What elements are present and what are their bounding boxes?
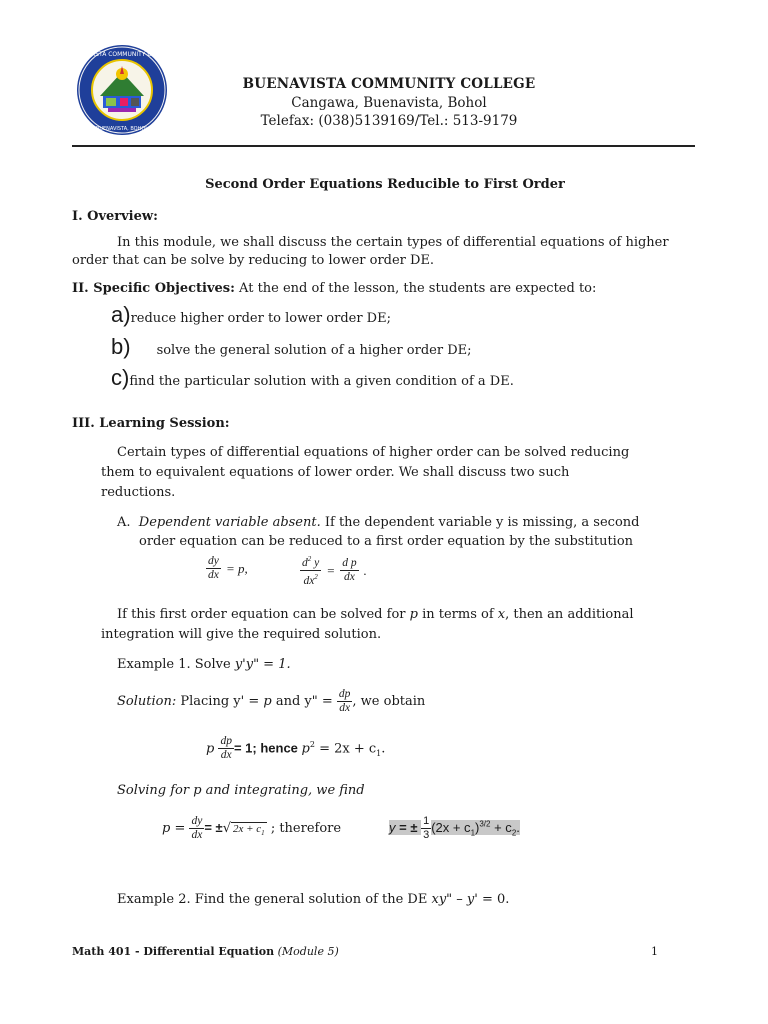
footer-course: Math 401 - Differential Equation (Module 5) (72, 945, 339, 958)
overview-text-line2: order that can be solve by reducing to lower order DE. (72, 253, 435, 268)
fraction-dp-dx: $\frac{\text{d p}}{dx}$ (342, 556, 357, 583)
objectives-intro: At the end of the lesson, the students are expected to: (239, 281, 597, 296)
fraction-dp-dx: $\frac{dp}{dx}$ (338, 688, 351, 714)
seal-text: BUENAVISTA COMMUNITY COLLEGE (68, 51, 176, 58)
college-address: Cangawa, Buenavista, Bohol (291, 95, 487, 111)
sqrt-expression: $2x + c_1$ (232, 823, 265, 838)
example2: Example 2. Find the general solution of the DE xy" – y' = 0. (117, 892, 510, 907)
objective-item-c (111, 365, 514, 391)
fraction-dy-dx: $\frac{dy}{dx}$ (208, 555, 219, 581)
learning-para1-line3: reductions. (101, 485, 176, 500)
solution-label: Solution: (117, 694, 177, 709)
svg-text:BUENAVISTA, BOHOL: BUENAVISTA, BOHOL (95, 126, 149, 132)
equation-1: p $\frac{dp}{dx}$ = 1; hence $p^2 = 2x + c_1$. (206, 735, 386, 762)
para2-line1: If this first order equation can be solved for p in terms of x, then an additional (117, 607, 634, 622)
learning-para1-line2: them to equivalent equations of lower order. We shall discuss two such (101, 465, 570, 480)
objective-letter: b) (111, 334, 131, 359)
page-number: 1 (651, 945, 658, 958)
module-title: Second Order Equations Reducible to First Order (205, 177, 565, 192)
example1: Example 1. Solve y'y" = 1. (117, 657, 291, 672)
objective-letter: c) (111, 365, 130, 390)
college-name: BUENAVISTA COMMUNITY COLLEGE (242, 76, 536, 92)
objective-text: solve the general solution of a higher order DE; (156, 343, 472, 358)
equation-2-answer: y = ± $\frac{1}{3}$ $(2x + c_1)^{3/2} + c_2$. (389, 815, 520, 841)
overview-text-line1: In this module, we shall discuss the certain types of differential equations of higher (117, 235, 669, 250)
objective-text: reduce higher order to lower order DE; (130, 311, 391, 326)
item-a-letter: A. (117, 515, 131, 530)
para2-line2: integration will give the required solution. (101, 627, 382, 642)
overview-heading: I. Overview: (72, 209, 158, 224)
learning-para1-line1: Certain types of differential equations of higher order can be solved reducing (117, 445, 630, 460)
fraction-one-third: $\frac{1}{3}$ (423, 815, 430, 841)
item-a-title: Dependent variable absent. (138, 515, 321, 530)
objective-letter: a) (111, 302, 131, 327)
objectives-heading: II. Specific Objectives: (72, 281, 235, 296)
learning-heading: III. Learning Session: (72, 416, 230, 431)
college-telefax: Telefax: (038)5139169/Tel.: 513-9179 (260, 113, 518, 129)
objective-item-a (111, 302, 391, 328)
equation-2: p = $\frac{dy}{dx}$ = ±√ $2x + c_1$ ; therefore (162, 815, 342, 841)
item-a-line2: order equation can be reduced to a first order equation by the substitution (139, 534, 634, 549)
objective-item-b (111, 334, 472, 360)
second-derivative-equation: $\frac{d^2 y}{dx^2}$ = $\frac{\text{d p}}{dx}$ . (302, 555, 367, 587)
header-divider (72, 145, 695, 147)
fraction-d2y-dx2: $\frac{d^2 y}{dx^2}$ (302, 555, 320, 587)
fraction-dp-dx: $\frac{dp}{dx}$ (220, 735, 232, 762)
substitution-equation: $\frac{dy}{dx}$ = p, (208, 555, 248, 581)
solving-text: Solving for p and integrating, we find (117, 783, 365, 798)
objective-text: find the particular solution with a given condition of a DE. (129, 374, 514, 389)
objectives-line (72, 279, 596, 298)
fraction-dy-dx: $\frac{dy}{dx}$ (191, 815, 203, 841)
solution-line: Solution: Placing y' = p and y" = $\frac{dp}{dx}$ , we obtain (117, 688, 426, 714)
item-a-line1 (117, 513, 639, 532)
item-a-text: If the dependent variable y is missing, a second (324, 515, 640, 530)
